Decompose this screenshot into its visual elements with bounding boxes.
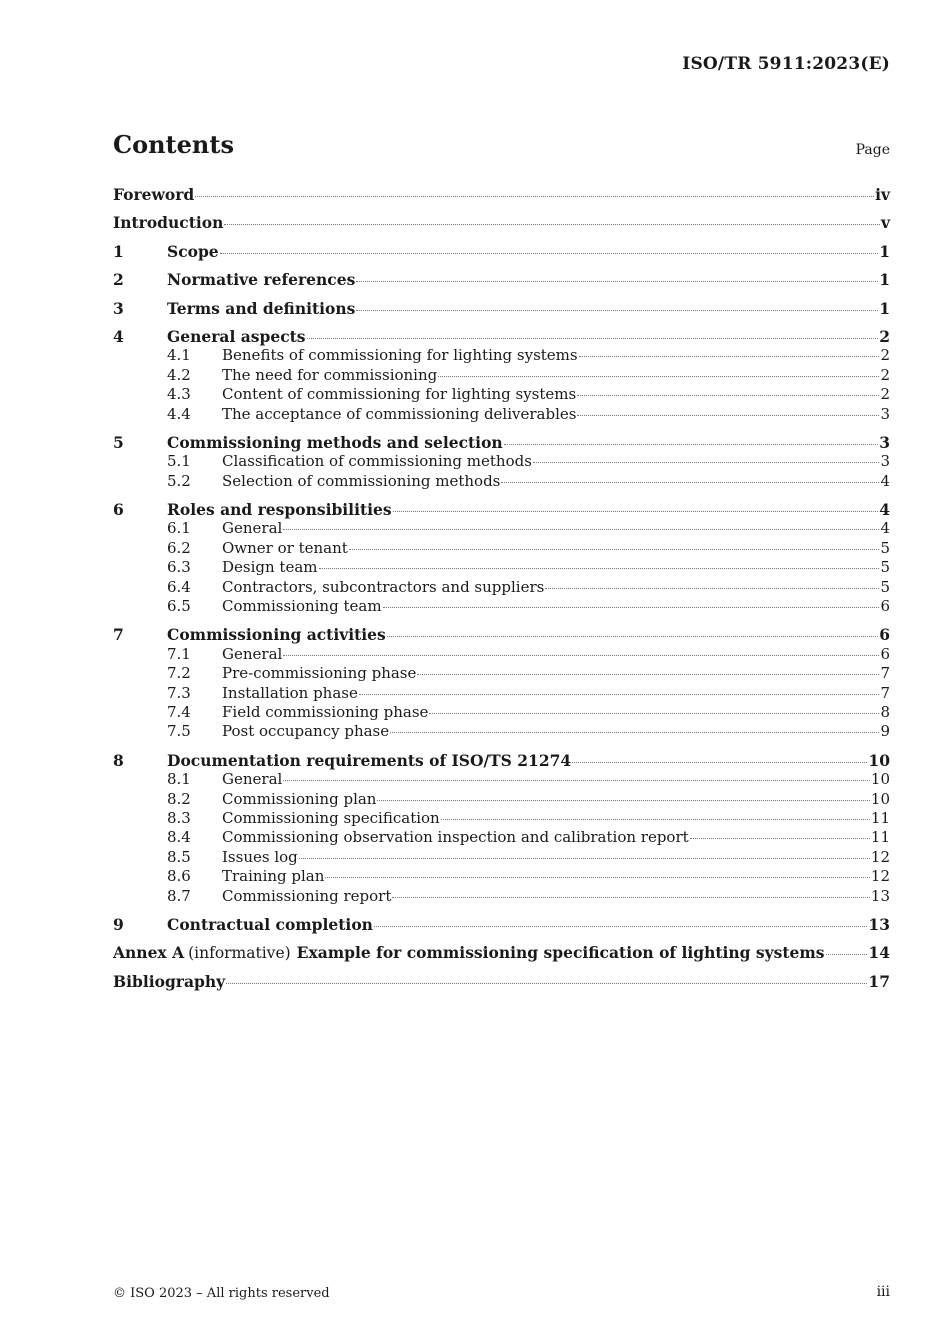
toc-entry-8-1[interactable]	[113, 770, 890, 789]
page-number: iii	[876, 1284, 890, 1300]
leader-dots	[501, 481, 879, 483]
table-of-contents	[113, 185, 890, 991]
toc-page: 5	[880, 558, 890, 577]
toc-page: 3	[880, 404, 890, 423]
toc-title: Selection of commissioning methods	[222, 471, 501, 490]
toc-title: Example for commissioning specification of lighting systems	[296, 943, 825, 963]
toc-page: 7	[880, 664, 890, 683]
toc-page: 4	[879, 500, 890, 520]
toc-number: 6.4	[167, 577, 191, 596]
toc-number: 6.2	[167, 538, 191, 557]
leader-dots	[283, 779, 870, 781]
toc-number: 7.3	[167, 683, 191, 702]
toc-page: 6	[880, 644, 890, 663]
toc-entry-foreword[interactable]	[113, 185, 890, 204]
toc-page: 11	[870, 808, 890, 827]
toc-title: Normative references	[167, 270, 356, 290]
toc-number: 8.4	[167, 828, 191, 847]
toc-title: Bibliography	[113, 971, 226, 991]
toc-page: 5	[880, 538, 890, 557]
toc-title: The need for commissioning	[222, 365, 438, 384]
toc-entry-8[interactable]	[113, 751, 890, 770]
page-title: Contents	[113, 130, 234, 159]
annex-type: (informative)	[188, 944, 291, 963]
leader-dots	[533, 461, 880, 463]
leader-dots	[572, 761, 867, 763]
toc-entry-5[interactable]	[113, 433, 890, 452]
toc-entry-8-4[interactable]	[113, 828, 890, 847]
toc-entry-7-5[interactable]	[113, 722, 890, 741]
toc-title: Roles and responsibilities	[167, 500, 392, 520]
toc-title: Field commissioning phase	[222, 702, 429, 721]
leader-dots	[359, 693, 880, 695]
toc-entry-4-3[interactable]	[113, 385, 890, 404]
toc-page: 1	[879, 241, 890, 261]
toc-title: General aspects	[167, 326, 306, 346]
toc-number: 4.1	[167, 346, 191, 365]
leader-dots	[307, 337, 879, 339]
leader-dots	[441, 818, 870, 820]
toc-entry-6[interactable]	[113, 500, 890, 519]
page-column-label: Page	[855, 142, 890, 158]
leader-dots	[356, 280, 878, 282]
leader-dots	[220, 252, 879, 254]
toc-entry-1[interactable]	[113, 242, 890, 261]
leader-dots	[504, 443, 879, 445]
toc-number: 8.7	[167, 886, 191, 905]
toc-number: 7.5	[167, 722, 191, 741]
toc-title: Commissioning plan	[222, 789, 377, 808]
toc-title: Commissioning observation inspection and calibration report	[222, 828, 689, 847]
leader-dots	[299, 857, 870, 859]
toc-number: 7.1	[167, 644, 191, 663]
toc-entry-bibliography[interactable]	[113, 972, 890, 991]
toc-page: 2	[880, 385, 890, 404]
toc-entry-8-5[interactable]	[113, 848, 890, 867]
toc-title: Contractual completion	[167, 914, 373, 934]
toc-number: 4.4	[167, 404, 191, 423]
toc-page: 2	[879, 326, 890, 346]
toc-title: Owner or tenant	[222, 538, 348, 557]
leader-dots	[417, 673, 879, 675]
toc-number: 7	[113, 625, 124, 645]
toc-entry-8-2[interactable]	[113, 790, 890, 809]
toc-title: Classification of commissioning methods	[222, 452, 532, 471]
toc-title: General	[222, 519, 283, 538]
leader-dots	[577, 394, 879, 396]
annex-label: Annex A	[113, 943, 185, 963]
toc-title: Documentation requirements of ISO/TS 21274	[167, 750, 572, 770]
toc-number: 3	[113, 298, 124, 318]
leader-dots	[226, 982, 867, 984]
toc-number: 2	[113, 270, 124, 290]
toc-page: 17	[868, 971, 890, 991]
toc-title: Post occupancy phase	[222, 722, 390, 741]
toc-title: Scope	[167, 241, 219, 261]
toc-entry-4-4[interactable]	[113, 405, 890, 424]
toc-entry-7-3[interactable]	[113, 684, 890, 703]
leader-dots	[429, 712, 879, 714]
toc-page: 2	[880, 346, 890, 365]
toc-entry-8-3[interactable]	[113, 809, 890, 828]
toc-entry-6-2[interactable]	[113, 539, 890, 558]
toc-number: 1	[113, 241, 124, 261]
toc-page: 1	[879, 298, 890, 318]
leader-dots	[319, 567, 880, 569]
toc-number: 8.5	[167, 847, 191, 866]
toc-entry-8-7[interactable]	[113, 887, 890, 906]
toc-page: 7	[880, 683, 890, 702]
toc-entry-6-1[interactable]	[113, 519, 890, 538]
toc-title: Issues log	[222, 847, 298, 866]
toc-title: Design team	[222, 558, 318, 577]
toc-number: 6.5	[167, 597, 191, 616]
toc-number: 4	[113, 326, 124, 346]
toc-number: 6.3	[167, 558, 191, 577]
toc-number: 8.2	[167, 789, 191, 808]
leader-dots	[325, 876, 869, 878]
toc-title: Installation phase	[222, 683, 358, 702]
leader-dots	[392, 896, 870, 898]
toc-page: 13	[868, 914, 890, 934]
toc-entry-4[interactable]	[113, 327, 890, 346]
document-id: ISO/TR 5911:2023(E)	[682, 54, 890, 74]
toc-number: 5.2	[167, 471, 191, 490]
leader-dots	[387, 635, 878, 637]
leader-dots	[377, 799, 869, 801]
toc-page: 11	[870, 828, 890, 847]
toc-page: 2	[880, 365, 890, 384]
toc-entry-7-1[interactable]	[113, 645, 890, 664]
toc-title: Commissioning specification	[222, 808, 440, 827]
toc-page: 3	[880, 452, 890, 471]
toc-number: 5	[113, 432, 124, 452]
toc-page: 4	[880, 519, 890, 538]
toc-entry-2[interactable]	[113, 270, 890, 289]
toc-number: 6.1	[167, 519, 191, 538]
toc-number: 8	[113, 750, 124, 770]
copyright-notice: © ISO 2023 – All rights reserved	[113, 1286, 330, 1301]
toc-entry-6-5[interactable]	[113, 597, 890, 616]
toc-page: 12	[870, 847, 890, 866]
leader-dots	[579, 355, 880, 357]
leader-dots	[349, 548, 880, 550]
toc-page: 4	[880, 471, 890, 490]
toc-page: 8	[880, 702, 890, 721]
leader-dots	[690, 837, 870, 839]
toc-entry-9[interactable]	[113, 915, 890, 934]
toc-entry-6-4[interactable]	[113, 578, 890, 597]
leader-dots	[283, 654, 879, 656]
toc-entry-7-4[interactable]	[113, 703, 890, 722]
toc-title: Content of commissioning for lighting systems	[222, 385, 577, 404]
toc-title: Commissioning team	[222, 597, 382, 616]
toc-page: 12	[870, 867, 890, 886]
toc-page: 6	[880, 597, 890, 616]
toc-title: Benefits of commissioning for lighting systems	[222, 346, 578, 365]
toc-page: 13	[870, 886, 890, 905]
toc-title: General	[222, 644, 283, 663]
toc-entry-6-3[interactable]	[113, 558, 890, 577]
toc-number: 8.3	[167, 808, 191, 827]
toc-entry-4-1[interactable]	[113, 346, 890, 365]
toc-title: Terms and definitions	[167, 298, 356, 318]
toc-entry-annex-a[interactable]	[113, 943, 890, 962]
toc-page: 1	[879, 270, 890, 290]
toc-number: 6	[113, 500, 124, 520]
leader-dots	[577, 414, 879, 416]
toc-page: 10	[870, 789, 890, 808]
toc-title: Pre-commissioning phase	[222, 664, 417, 683]
leader-dots	[374, 925, 867, 927]
toc-title: General	[222, 770, 283, 789]
toc-number: 8.6	[167, 867, 191, 886]
toc-title: Contractors, subcontractors and suppliers	[222, 577, 545, 596]
leader-dots	[383, 606, 880, 608]
toc-entry-7-2[interactable]	[113, 664, 890, 683]
toc-page: 9	[880, 722, 890, 741]
toc-number: 5.1	[167, 452, 191, 471]
toc-title: Commissioning activities	[167, 625, 386, 645]
toc-title: The acceptance of commissioning deliverables	[222, 404, 577, 423]
toc-page: 10	[868, 750, 890, 770]
leader-dots	[356, 309, 878, 311]
toc-number: 4.3	[167, 385, 191, 404]
toc-page: 14	[868, 943, 890, 963]
leader-dots	[393, 510, 879, 512]
toc-number: 7.2	[167, 664, 191, 683]
toc-page: v	[880, 213, 890, 233]
toc-title: Commissioning methods and selection	[167, 432, 503, 452]
toc-page: 5	[880, 577, 890, 596]
toc-page: 3	[879, 432, 890, 452]
leader-dots	[195, 195, 874, 197]
toc-title: Foreword	[113, 185, 195, 204]
toc-number: 4.2	[167, 365, 191, 384]
toc-entry-introduction[interactable]	[113, 213, 890, 232]
toc-number: 7.4	[167, 702, 191, 721]
leader-dots	[224, 223, 880, 225]
toc-title: Training plan	[222, 867, 325, 886]
toc-page: 6	[879, 625, 890, 645]
toc-number: 8.1	[167, 770, 191, 789]
toc-entry-5-2[interactable]	[113, 472, 890, 491]
toc-entry-3[interactable]	[113, 299, 890, 318]
leader-dots	[283, 528, 879, 530]
toc-page: 10	[870, 770, 890, 789]
toc-page: iv	[875, 185, 890, 204]
toc-title: Commissioning report	[222, 886, 392, 905]
leader-dots	[826, 953, 868, 955]
leader-dots	[438, 375, 879, 377]
leader-dots	[545, 587, 879, 589]
leader-dots	[390, 731, 879, 733]
toc-entry-7[interactable]	[113, 625, 890, 644]
toc-entry-5-1[interactable]	[113, 452, 890, 471]
toc-entry-8-6[interactable]	[113, 867, 890, 886]
toc-title: Introduction	[113, 213, 224, 233]
toc-number: 9	[113, 914, 124, 934]
toc-entry-4-2[interactable]	[113, 366, 890, 385]
